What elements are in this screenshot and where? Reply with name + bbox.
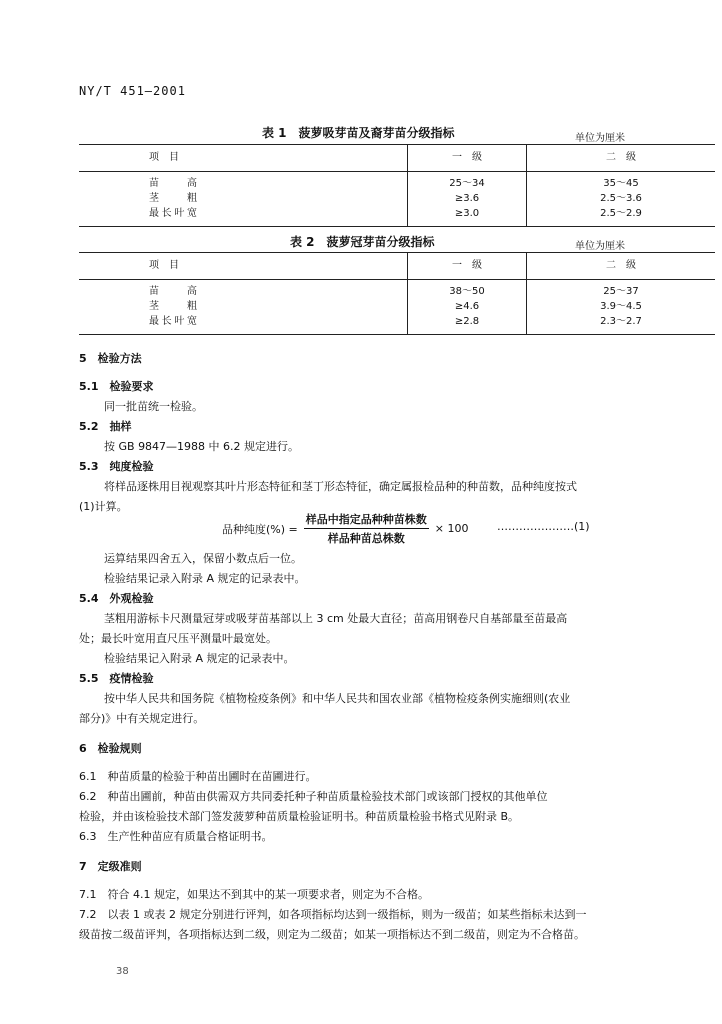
document-id: NY/T 451—2001 — [79, 84, 186, 98]
section-7-2-text: 级苗按二级苗评判，各项指标达到二级，则定为二级苗；如某一项指标达不到二级苗，则定为不合格苗。 — [79, 928, 585, 941]
formula-fraction — [304, 511, 429, 546]
row-grade2: 2.5～2.9 — [527, 206, 716, 227]
header-grade2: 二 级 — [527, 145, 716, 172]
page-number: 38 — [116, 966, 129, 977]
section-7-heading: 7 定级准则 — [79, 860, 142, 873]
section-5-3-text: 检验结果记录入附录 A 规定的记录表中。 — [104, 572, 306, 585]
section-5-4-text: 检验结果记入附录 A 规定的记录表中。 — [104, 652, 295, 665]
section-5-5-title: 5.5 疫情检验 — [79, 672, 154, 685]
formula-lhs: 品种纯度(%) = — [222, 522, 298, 536]
row-grade1: ≥3.0 — [408, 206, 527, 227]
table-header-row — [79, 145, 715, 172]
section-5-4-text: 处；最长叶宽用直尺压平测量叶最宽处。 — [79, 632, 277, 645]
table-row — [79, 206, 715, 227]
purity-formula — [222, 511, 468, 546]
row-item: 最长叶宽 — [149, 316, 197, 327]
row-grade2: 2.3～2.7 — [527, 314, 716, 335]
section-5-2-text: 按 GB 9847—1988 中 6.2 规定进行。 — [104, 440, 300, 453]
section-7-1-text: 7.1 符合 4.1 规定，如果达不到其中的某一项要求者，则定为不合格。 — [79, 888, 429, 901]
header-grade1: 一 级 — [408, 253, 527, 280]
section-5-1-text: 同一批苗统一检验。 — [104, 400, 203, 413]
header-grade2: 二 级 — [527, 253, 716, 280]
table-row — [79, 314, 715, 335]
section-5-3-text: 运算结果四舍五入，保留小数点后一位。 — [104, 552, 302, 565]
row-grade2: 3.9～4.5 — [600, 301, 642, 312]
section-5-4-text: 茎粗用游标卡尺测量冠芽或吸芽苗基部以上 3 cm 处最大直径；苗高用钢卷尺自基部量至苗最高 — [104, 612, 568, 625]
header-item: 项 目 — [79, 253, 408, 280]
row-grade1: ≥3.6 — [408, 191, 527, 206]
row-grade1: 25～34 — [408, 172, 527, 192]
equation-number: …………………(1) — [497, 520, 590, 533]
table-row — [79, 172, 715, 192]
table1 — [79, 144, 715, 227]
section-6-2-text: 6.2 种苗出圃前，种苗由供需双方共同委托种子种苗质量检验技术部门或该部门授权的其他单位 — [79, 790, 548, 803]
section-5-2-title: 5.2 抽样 — [79, 420, 132, 433]
section-5-3-text: (1)计算。 — [79, 500, 128, 513]
header-grade1: 一 级 — [408, 145, 527, 172]
section-5-3-title: 5.3 纯度检验 — [79, 460, 154, 473]
row-grade1: ≥4.6 — [408, 299, 527, 314]
section-5-4-title: 5.4 外观检验 — [79, 592, 154, 605]
section-6-heading: 6 检验规则 — [79, 742, 142, 755]
section-5-1-title: 5.1 检验要求 — [79, 380, 154, 393]
table-row — [79, 280, 715, 300]
section-5-heading: 5 检验方法 — [79, 352, 142, 365]
section-5-3-text: 将样品逐株用目视观察其叶片形态特征和茎丁形态特征，确定属报检品种的种苗数，品种纯度按式 — [104, 480, 577, 493]
section-6-1-text: 6.1 种苗质量的检验于种苗出圃时在苗圃进行。 — [79, 770, 317, 783]
table1-unit: 单位为厘米 — [575, 133, 625, 144]
table2-caption: 表 2 菠萝冠芽苗分级指标 — [290, 235, 435, 249]
section-5-5-text: 按中华人民共和国务院《植物检疫条例》和中华人民共和国农业部《植物检疫条例实施细则(农业 — [104, 692, 571, 705]
table1-caption: 表 1 菠萝吸芽苗及裔芽苗分级指标 — [262, 126, 455, 140]
section-6-2-text: 检验，并由该检验技术部门签发菠萝种苗质量检验证明书。种苗质量检验书格式见附录 B。 — [79, 810, 520, 823]
header-item: 项 目 — [79, 145, 408, 172]
row-grade2: 2.5～3.6 — [600, 193, 642, 204]
table2 — [79, 252, 715, 335]
row-item: 苗高 — [149, 286, 197, 297]
table2-unit: 单位为厘米 — [575, 241, 625, 252]
row-grade2: 35～45 — [603, 178, 639, 189]
table-header-row — [79, 253, 715, 280]
formula-denominator: 样品种苗总株数 — [327, 532, 405, 545]
formula-numerator: 样品中指定品种种苗株数 — [304, 511, 429, 529]
section-6-3-text: 6.3 生产性种苗应有质量合格证明书。 — [79, 830, 273, 843]
row-grade2: 25～37 — [603, 286, 639, 297]
table-row — [79, 299, 715, 314]
row-item: 茎粗 — [149, 301, 197, 312]
row-item: 最长叶宽 — [149, 208, 197, 219]
table-row — [79, 191, 715, 206]
row-grade1: 38～50 — [408, 280, 527, 300]
section-7-2-text: 7.2 以表 1 或表 2 规定分别进行评判，如各项指标均达到一级指标，则为一级苗；如某些指标未达到一 — [79, 908, 587, 921]
section-5-5-text: 部分)》中有关规定进行。 — [79, 712, 205, 725]
row-item: 茎粗 — [149, 193, 197, 204]
row-grade1: ≥2.8 — [408, 314, 527, 335]
formula-rhs: × 100 — [434, 522, 469, 535]
row-item: 苗高 — [149, 178, 197, 189]
